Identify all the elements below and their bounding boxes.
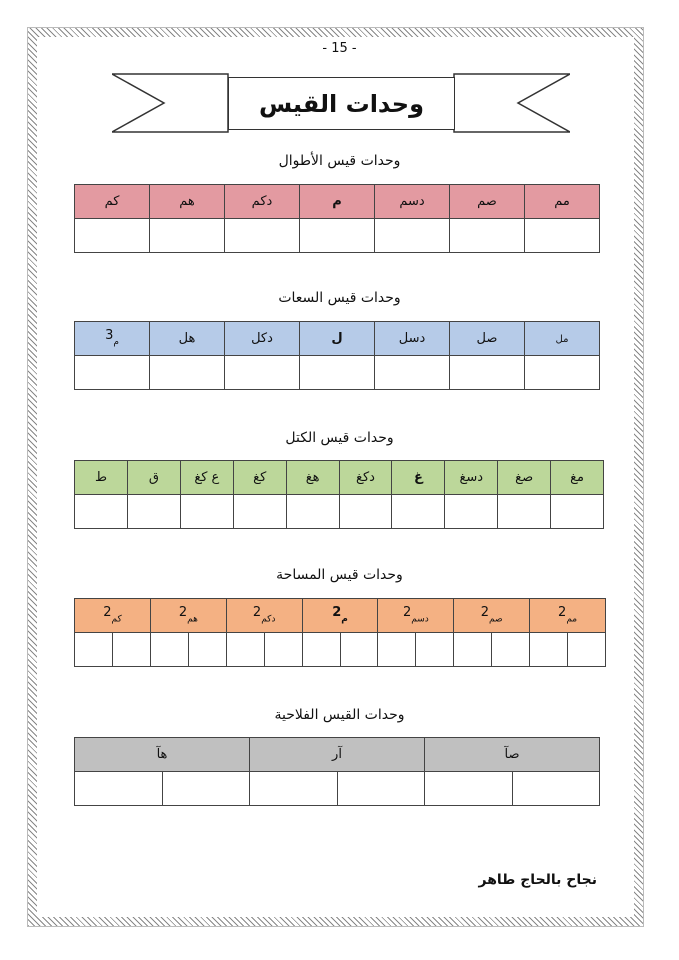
- agrarian-unit-hectare: هآ: [75, 738, 250, 772]
- length-unit-cm: صم: [450, 185, 525, 219]
- length-answer-row: [75, 219, 600, 253]
- answer-cell[interactable]: [150, 356, 225, 390]
- area-unit-m2: م$^2$: [302, 599, 378, 633]
- capacity-header-row: [75, 322, 600, 356]
- answer-cell[interactable]: [286, 495, 339, 529]
- answer-cell[interactable]: [416, 633, 454, 667]
- answer-cell[interactable]: [492, 633, 530, 667]
- mass-unit-quintal: ق: [127, 461, 180, 495]
- length-unit-dm: دسم: [375, 185, 450, 219]
- answer-cell[interactable]: [127, 495, 180, 529]
- area-section-title: وحدات قيس المساحة: [276, 567, 403, 583]
- length-unit-dam: دكم: [225, 185, 300, 219]
- mass-answer-row: [75, 495, 604, 529]
- answer-cell[interactable]: [450, 219, 525, 253]
- capacity-section-title: وحدات قيس السعات: [278, 290, 401, 306]
- area-table: [74, 598, 606, 667]
- answer-cell[interactable]: [337, 772, 425, 806]
- answer-cell[interactable]: [425, 772, 513, 806]
- area-unit-mm2: مم$^2$: [530, 599, 606, 633]
- answer-cell[interactable]: [512, 772, 600, 806]
- mass-unit-dg: دسغ: [445, 461, 498, 495]
- mass-table: [74, 460, 604, 529]
- answer-cell[interactable]: [113, 633, 151, 667]
- answer-cell[interactable]: [264, 633, 302, 667]
- capacity-unit-l: ل: [300, 322, 375, 356]
- area-unit-dm2: دسم$^2$: [378, 599, 454, 633]
- agrarian-answer-row: [75, 772, 600, 806]
- answer-cell[interactable]: [250, 772, 338, 806]
- capacity-unit-cl: صل: [450, 322, 525, 356]
- mass-unit-cg: صغ: [498, 461, 551, 495]
- mass-header-row: [75, 461, 604, 495]
- answer-cell[interactable]: [75, 495, 128, 529]
- agrarian-table: [74, 737, 600, 806]
- answer-cell[interactable]: [450, 356, 525, 390]
- agrarian-header-row: [75, 738, 600, 772]
- agrarian-unit-are: آر: [250, 738, 425, 772]
- answer-cell[interactable]: [75, 356, 150, 390]
- capacity-unit-ml: مل: [525, 322, 600, 356]
- answer-cell[interactable]: [454, 633, 492, 667]
- capacity-unit-dl: دسل: [375, 322, 450, 356]
- mass-unit-10kg: ع كغ: [180, 461, 233, 495]
- page-title: وحدات القيس: [228, 77, 455, 130]
- answer-cell[interactable]: [162, 772, 250, 806]
- length-unit-m: م: [300, 185, 375, 219]
- mass-unit-ton: ط: [75, 461, 128, 495]
- answer-cell[interactable]: [530, 633, 568, 667]
- capacity-unit-hl: هل: [150, 322, 225, 356]
- answer-cell[interactable]: [392, 495, 445, 529]
- answer-cell[interactable]: [525, 356, 600, 390]
- mass-section-title: وحدات قيس الكتل: [285, 430, 394, 446]
- mass-unit-g: غ: [392, 461, 445, 495]
- answer-cell[interactable]: [339, 495, 392, 529]
- area-answer-row: [75, 633, 606, 667]
- author-signature: نجاح بالحاج طاهر: [478, 872, 597, 888]
- answer-cell[interactable]: [225, 356, 300, 390]
- capacity-unit-dal: دكل: [225, 322, 300, 356]
- mass-unit-hg: هغ: [286, 461, 339, 495]
- answer-cell[interactable]: [525, 219, 600, 253]
- mass-unit-dag: دكغ: [339, 461, 392, 495]
- answer-cell[interactable]: [226, 633, 264, 667]
- length-unit-km: كم: [75, 185, 150, 219]
- area-unit-dam2: دكم$^2$: [226, 599, 302, 633]
- answer-cell[interactable]: [300, 356, 375, 390]
- answer-cell[interactable]: [75, 219, 150, 253]
- area-unit-hm2: هم$^2$: [150, 599, 226, 633]
- mass-unit-kg: كغ: [233, 461, 286, 495]
- area-unit-km2: كم$^2$: [75, 599, 151, 633]
- capacity-table: [74, 321, 600, 390]
- answer-cell[interactable]: [445, 495, 498, 529]
- page-number: - 15 -: [322, 41, 357, 56]
- answer-cell[interactable]: [551, 495, 604, 529]
- area-header-row: [75, 599, 606, 633]
- answer-cell[interactable]: [150, 219, 225, 253]
- answer-cell[interactable]: [180, 495, 233, 529]
- area-unit-cm2: صم$^2$: [454, 599, 530, 633]
- answer-cell[interactable]: [375, 356, 450, 390]
- answer-cell[interactable]: [302, 633, 340, 667]
- answer-cell[interactable]: [375, 219, 450, 253]
- capacity-answer-row: [75, 356, 600, 390]
- agrarian-section-title: وحدات القيس الفلاحية: [274, 707, 405, 723]
- length-unit-mm: مم: [525, 185, 600, 219]
- answer-cell[interactable]: [568, 633, 606, 667]
- capacity-unit-m3: م$^3$: [75, 322, 150, 356]
- answer-cell[interactable]: [150, 633, 188, 667]
- answer-cell[interactable]: [300, 219, 375, 253]
- length-unit-hm: هم: [150, 185, 225, 219]
- length-table: [74, 184, 600, 253]
- answer-cell[interactable]: [225, 219, 300, 253]
- answer-cell[interactable]: [188, 633, 226, 667]
- answer-cell[interactable]: [75, 772, 163, 806]
- length-section-title: وحدات قيس الأطوال: [278, 153, 401, 169]
- answer-cell[interactable]: [378, 633, 416, 667]
- agrarian-unit-centiare: صآ: [425, 738, 600, 772]
- answer-cell[interactable]: [498, 495, 551, 529]
- length-header-row: [75, 185, 600, 219]
- mass-unit-mg: مغ: [551, 461, 604, 495]
- answer-cell[interactable]: [75, 633, 113, 667]
- answer-cell[interactable]: [233, 495, 286, 529]
- answer-cell[interactable]: [340, 633, 378, 667]
